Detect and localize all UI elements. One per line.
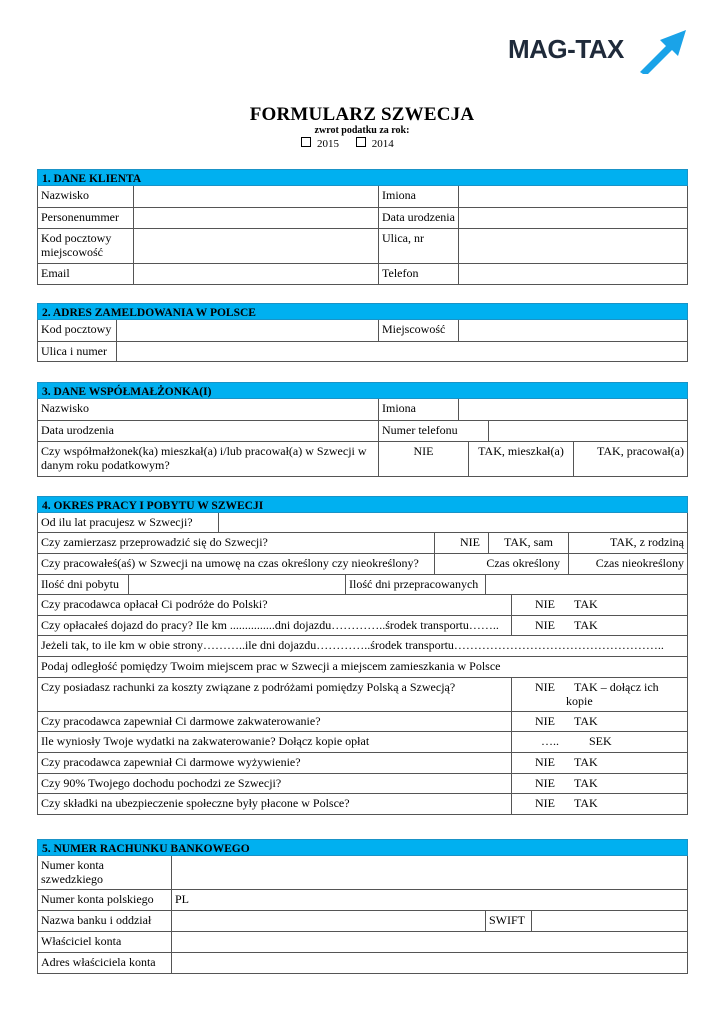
kod-pocztowy-input[interactable] xyxy=(133,229,378,263)
nazwisko-input[interactable] xyxy=(133,186,378,207)
form-row xyxy=(37,229,688,264)
option-tak[interactable]: TAK xyxy=(574,714,598,728)
option-nie[interactable]: NIE xyxy=(511,712,561,731)
konto-szwedzkie-input[interactable] xyxy=(171,856,687,889)
logo-text: MAG-TAX xyxy=(508,34,624,64)
year-2015-checkbox[interactable] xyxy=(301,137,311,147)
form-row xyxy=(37,554,688,575)
dni-pobytu-input[interactable] xyxy=(128,575,345,594)
option-tak[interactable]: TAK xyxy=(574,597,598,611)
field-label: Ulica, nr xyxy=(378,229,458,263)
option-tak-z-rodzina[interactable]: TAK, z rodziną xyxy=(568,533,687,553)
option-tak-dolacz-kopie[interactable]: TAK – dołącz ich kopie xyxy=(566,680,659,708)
form-row xyxy=(37,513,688,533)
section-work-period xyxy=(37,496,688,815)
option-nie[interactable]: NIE xyxy=(511,774,561,793)
option-czas-nieokreslony[interactable]: Czas nieokreślony xyxy=(568,554,687,574)
section-header: 4. OKRES PRACY I POBYTU W SZWECJI xyxy=(37,496,688,513)
form-row xyxy=(37,794,688,815)
question-label: Czy 90% Twojego dochodu pochodzi ze Szwecji? xyxy=(41,776,282,790)
form-row xyxy=(37,186,688,208)
question-label: Jeżeli tak, to ile km w obie strony………..ile dni dojazdu…………..środek transportu…………………………………………….. xyxy=(41,638,664,652)
form-row xyxy=(37,932,688,953)
dni-przepracowanych-input[interactable] xyxy=(485,575,687,594)
field-label: Nazwisko xyxy=(41,401,89,415)
option-nie[interactable]: NIE xyxy=(511,794,561,814)
field-label: Data urodzenia xyxy=(378,208,458,228)
field-label: Kod pocztowy miejscowość xyxy=(41,231,112,259)
form-row xyxy=(37,264,688,285)
form-row xyxy=(37,732,688,753)
question-label: Czy posiadasz rachunki za koszty związane z podróżami pomiędzy Polską a Szwecją? xyxy=(41,680,456,694)
field-label: Miejscowość xyxy=(378,320,458,341)
field-label: Numer konta polskiego xyxy=(41,892,154,906)
form-row xyxy=(37,856,688,890)
konto-polskie-input[interactable]: PL xyxy=(171,890,687,910)
arrow-up-right-icon xyxy=(636,26,690,74)
form-row xyxy=(37,753,688,774)
section-client-data xyxy=(37,169,688,285)
field-label: Kod pocztowy xyxy=(41,322,112,336)
field-label: Numer konta szwedzkiego xyxy=(41,858,104,886)
question-label: Czy pracodawca opłacał Ci podróże do Polski? xyxy=(41,597,268,611)
field-label: Imiona xyxy=(378,186,458,207)
kod-pocztowy-pl-input[interactable] xyxy=(116,320,378,341)
form-row xyxy=(37,616,688,636)
question-label: Podaj odległość pomiędzy Twoim miejscem prac w Szwecji a miejscem zamieszkania w Polsce xyxy=(41,659,501,673)
field-label: Ilość dni przepracowanych xyxy=(345,575,485,594)
option-tak[interactable]: TAK xyxy=(574,618,598,632)
option-nie[interactable]: NIE xyxy=(434,533,488,553)
section-bank-account xyxy=(37,839,688,974)
question-label: Od ilu lat pracujesz w Szwecji? xyxy=(41,515,193,529)
ulica-input[interactable] xyxy=(458,229,687,263)
question-label: Czy pracodawca zapewniał Ci darmowe wyżywienie? xyxy=(41,755,301,769)
field-label: Nazwisko xyxy=(41,188,89,202)
form-row xyxy=(37,575,688,595)
lata-pracy-input[interactable] xyxy=(218,513,687,532)
field-label: Nazwa banku i oddział xyxy=(41,913,152,927)
option-nie[interactable]: NIE xyxy=(511,678,561,711)
question-label: Czy opłacałeś dojazd do pracy? Ile km ...............dni dojazdu…………..środek transportu…….. xyxy=(41,618,499,632)
form-row xyxy=(37,890,688,911)
spouse-telefon-input[interactable] xyxy=(488,421,687,441)
year-options xyxy=(301,137,394,150)
year-2014-label: 2014 xyxy=(371,138,394,150)
section-spouse xyxy=(37,382,688,477)
form-row xyxy=(37,712,688,732)
imiona-input[interactable] xyxy=(458,186,687,207)
option-tak-mieszkal[interactable]: TAK, mieszkał(a) xyxy=(468,442,573,476)
page-title: FORMULARZ SZWECJA xyxy=(249,104,475,125)
adres-wlasciciela-input[interactable] xyxy=(171,953,687,973)
form-row xyxy=(37,533,688,554)
option-tak-pracowal[interactable]: TAK, pracował(a) xyxy=(573,442,687,476)
data-urodzenia-input[interactable] xyxy=(458,208,687,228)
miejscowosc-input[interactable] xyxy=(458,320,687,341)
option-nie[interactable]: NIE xyxy=(378,442,468,476)
bank-input[interactable] xyxy=(171,911,485,931)
section-header: 2. ADRES ZAMELDOWANIA W POLSCE xyxy=(37,303,688,320)
currency-label: SEK xyxy=(589,734,612,748)
field-label: Personenummer xyxy=(41,210,119,224)
field-label: SWIFT xyxy=(485,911,531,931)
form-row xyxy=(37,774,688,794)
form-row xyxy=(37,953,688,974)
year-2015-label: 2015 xyxy=(317,138,339,150)
field-label: Numer telefonu xyxy=(378,421,488,441)
option-nie[interactable]: NIE xyxy=(511,753,561,773)
form-row xyxy=(37,442,688,477)
option-tak[interactable]: TAK xyxy=(574,755,598,769)
spouse-imiona-input[interactable] xyxy=(458,399,687,420)
form-row xyxy=(37,320,688,342)
zakwaterowanie-amount-input[interactable]: ….. xyxy=(511,732,561,752)
form-row xyxy=(37,636,688,657)
year-2014-checkbox[interactable] xyxy=(356,137,366,147)
email-input[interactable] xyxy=(133,264,378,284)
field-label: Adres właściciela konta xyxy=(41,955,156,969)
field-label: Właściciel konta xyxy=(41,934,122,948)
option-nie[interactable]: NIE xyxy=(511,595,561,615)
form-row xyxy=(37,657,688,678)
option-czas-okreslony[interactable]: Czas określony xyxy=(434,554,568,574)
section-polish-address xyxy=(37,303,688,362)
telefon-input[interactable] xyxy=(458,264,687,284)
logo xyxy=(508,24,688,84)
form-row xyxy=(37,911,688,932)
page-subtitle: zwrot podatku za rok: xyxy=(314,125,410,136)
personenummer-input[interactable] xyxy=(133,208,378,228)
section-header: 5. NUMER RACHUNKU BANKOWEGO xyxy=(37,839,688,856)
question-label: Czy zamierzasz przeprowadzić się do Szwecji? xyxy=(41,535,268,549)
question-label: Czy składki na ubezpieczenie społeczne były płacone w Polsce? xyxy=(41,796,350,810)
option-tak[interactable]: TAK xyxy=(574,796,598,810)
form-row xyxy=(37,399,688,421)
section-header: 1. DANE KLIENTA xyxy=(37,169,688,186)
field-label: Data urodzenia xyxy=(41,423,114,437)
field-label: Telefon xyxy=(378,264,458,284)
question-label: Czy pracowałeś(aś) w Szwecji na umowę na czas określony czy nieokreślony? xyxy=(41,556,419,570)
section-header: 3. DANE WSPÓŁMAŁŻONKA(I) xyxy=(37,382,688,399)
form-row xyxy=(37,595,688,616)
form-row xyxy=(37,208,688,229)
field-label: Ulica i numer xyxy=(41,344,107,358)
ulica-pl-input[interactable] xyxy=(116,342,687,361)
wlasciciel-input[interactable] xyxy=(171,932,687,952)
question-label: Ile wyniosły Twoje wydatki na zakwaterowanie? Dołącz kopie opłat xyxy=(41,734,370,748)
field-label: Email xyxy=(41,266,70,280)
question-label: Czy współmałżonek(ka) mieszkał(a) i/lub pracował(a) w Szwecji w danym roku podatkowym? xyxy=(41,444,367,472)
form-row xyxy=(37,421,688,442)
field-label: Ilość dni pobytu xyxy=(41,577,119,591)
form-row xyxy=(37,678,688,712)
question-label: Czy pracodawca zapewniał Ci darmowe zakwaterowanie? xyxy=(41,714,321,728)
form-row xyxy=(37,342,688,362)
option-tak[interactable]: TAK xyxy=(574,776,598,790)
option-nie[interactable]: NIE xyxy=(511,616,561,635)
field-label: Imiona xyxy=(378,399,458,420)
swift-input[interactable] xyxy=(531,911,687,931)
option-tak-sam[interactable]: TAK, sam xyxy=(488,533,568,553)
